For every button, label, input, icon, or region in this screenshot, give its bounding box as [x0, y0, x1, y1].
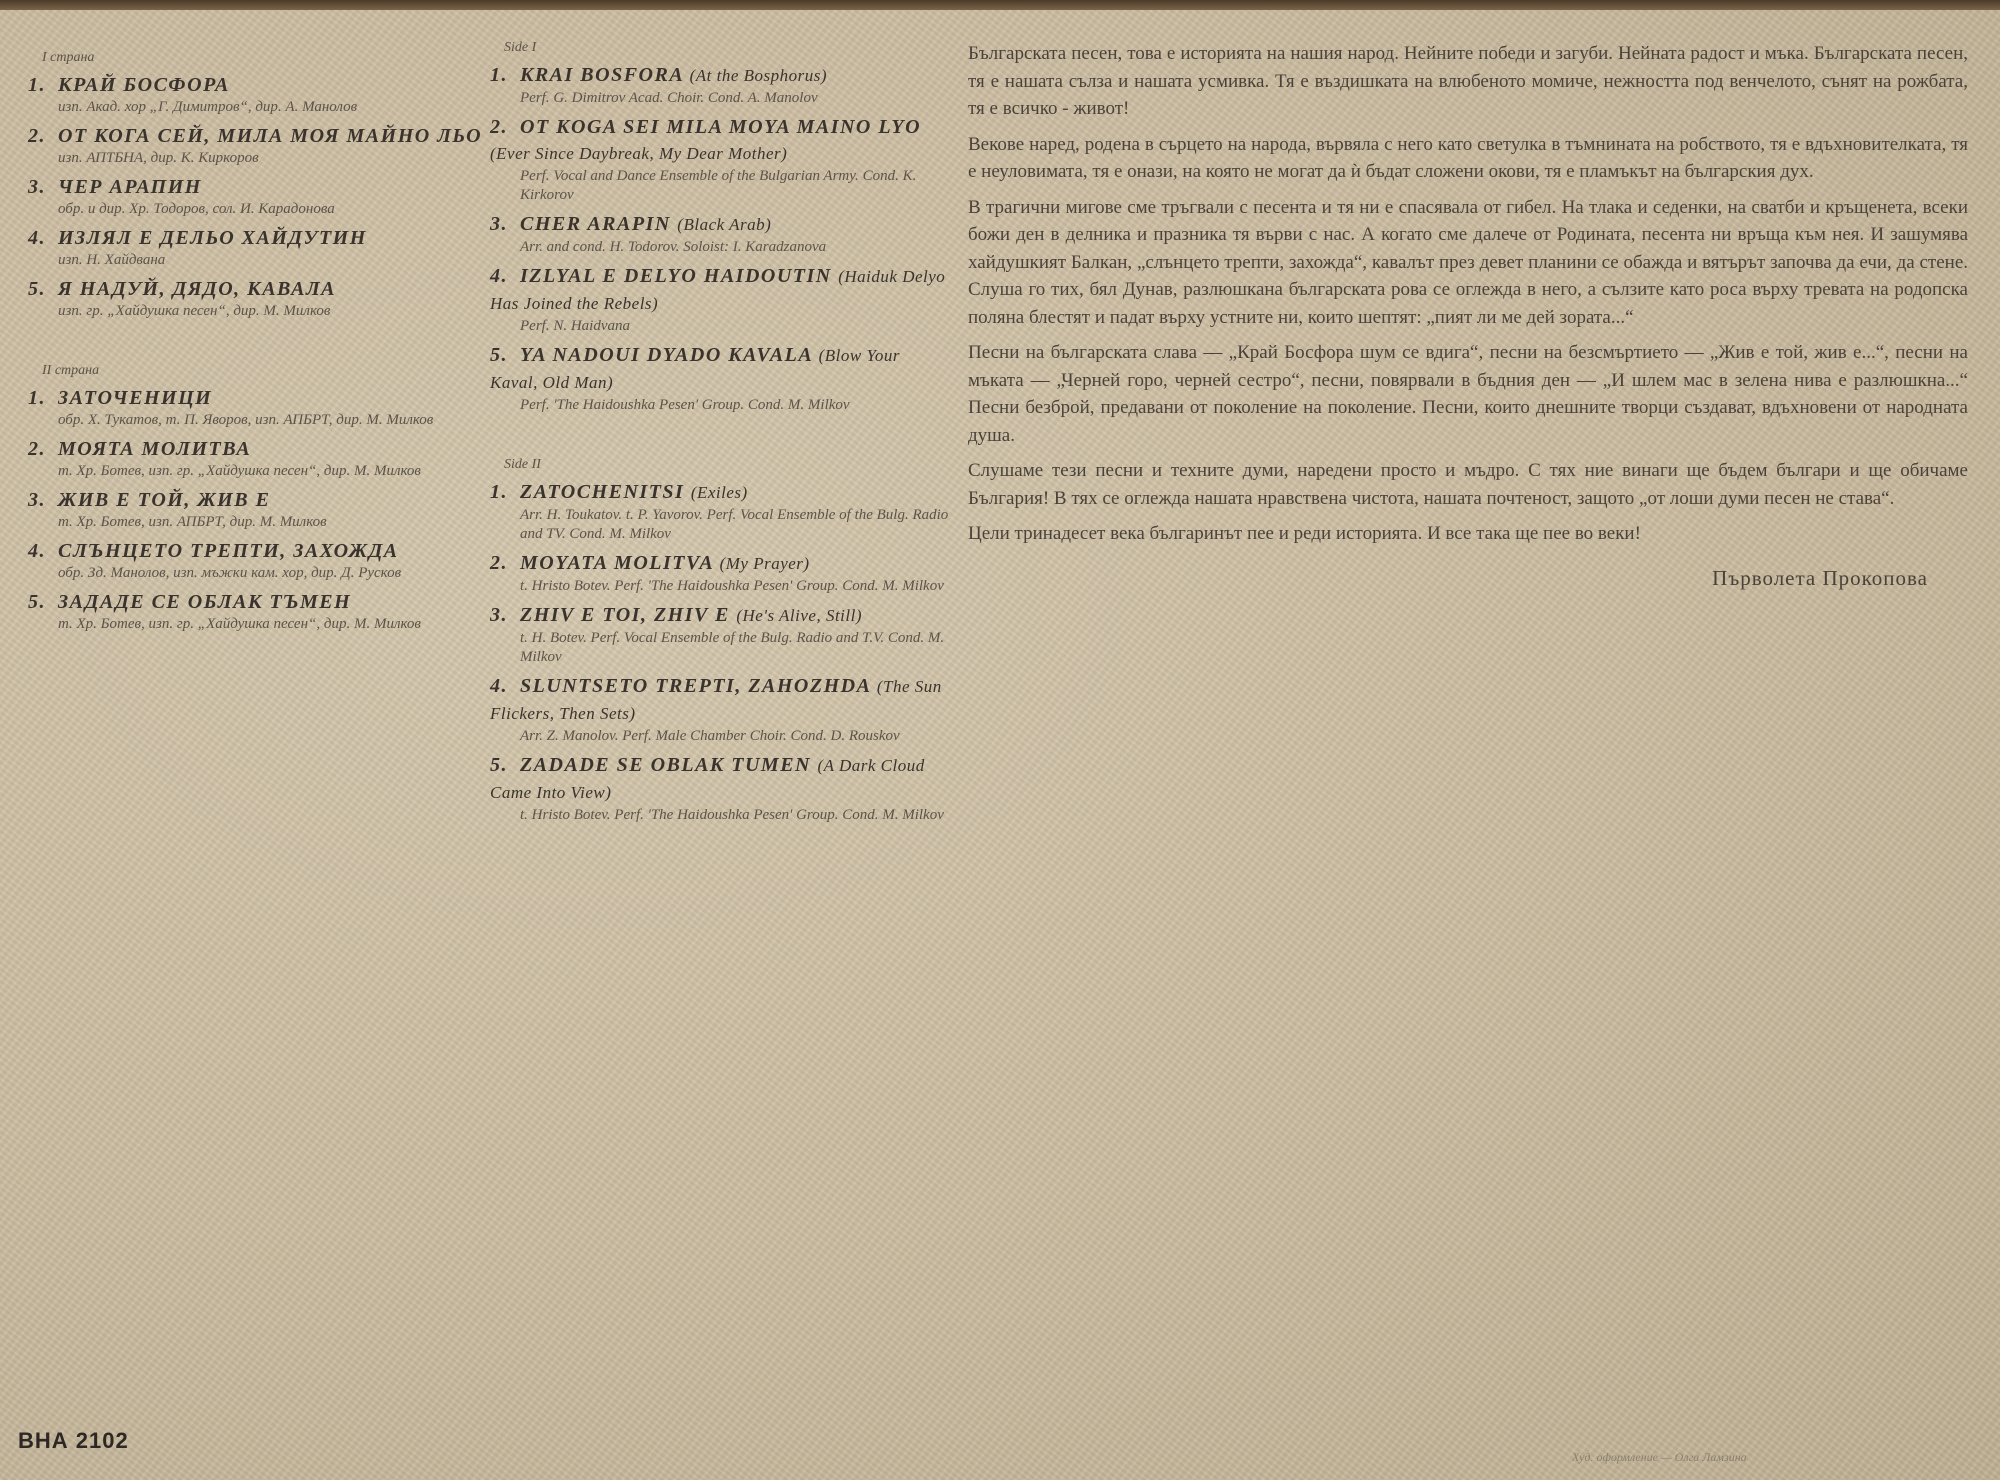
tracklist-bulgarian [28, 40, 488, 640]
track-credit: т. Хр. Ботев, изп. АПБРТ, дир. М. Милков [58, 514, 327, 530]
track-number: 1. [28, 74, 46, 96]
track-title: МОЯТА МОЛИТВА [58, 438, 252, 460]
track-title: Я НАДУЙ, ДЯДО, КАВАЛА [58, 278, 337, 300]
track-item [28, 385, 488, 430]
track-translation: (My Prayer) [719, 554, 810, 573]
track-number: 4. [28, 540, 46, 562]
track-title: КРАЙ БОСФОРА [58, 74, 230, 96]
track-item [490, 602, 950, 667]
track-credit: изп. Н. Хайдвана [58, 252, 166, 268]
track-title: KRAI BOSFORA [520, 64, 684, 86]
track-title: ИЗЛЯЛ Е ДЕЛЬО ХАЙДУТИН [58, 227, 367, 249]
track-credit: Perf. 'The Haidoushka Pesen' Group. Cond. M. Milkov [520, 397, 850, 413]
top-edge-band [0, 0, 2000, 10]
track-title: ОТ КОГА СЕЙ, МИЛА МОЯ МАЙНО ЛЬО [58, 125, 483, 147]
track-title: СЛЪНЦЕТО ТРЕПТИ, ЗАХОЖДА [58, 540, 399, 562]
track-number: 2. [490, 116, 508, 138]
track-number: 5. [28, 278, 46, 300]
track-number: 3. [490, 213, 508, 235]
track-title: YA NADOUI DYADO KAVALA [520, 344, 813, 366]
track-item [28, 174, 488, 219]
track-translation: (Haiduk Delyo Has Joined the Rebels) [490, 267, 946, 313]
track-item [28, 589, 488, 634]
track-number: 2. [490, 552, 508, 574]
essay-author: Първолета Прокопова [1712, 565, 1928, 590]
track-item [28, 436, 488, 481]
track-title: IZLYAL E DELYO HAIDOUTIN [520, 265, 832, 287]
track-title: ЖИВ Е ТОЙ, ЖИВ Е [58, 489, 271, 511]
track-item [490, 550, 950, 596]
essay-paragraph: Българската песен, това е историята на нашия народ. Нейните победи и загуби. Нейната радост и мъка. Българската песен, тя е нашата сълза и нашата усмивка. Тя е въздишката на влюбеното момиче, нежността под венчелото, сънят на рожбата, тя е всичко - живот! [968, 43, 1968, 119]
track-credit: Arr. H. Toukatov. t. P. Yavorov. Perf. Vocal Ensemble of the Bulg. Radio and TV. Cond. M. Milkov [520, 507, 949, 542]
track-item [28, 72, 488, 117]
track-number: 1. [28, 387, 46, 409]
track-title: OT KOGA SEI MILA MOYA MAINO LYO [520, 116, 922, 138]
essay-paragraph: Цели тринадесет века българинът пее и реди историята. И все така ще пее во веки! [968, 523, 1641, 544]
track-title: ZADADE SE OBLAK TUMEN [520, 754, 811, 776]
track-item [490, 673, 950, 746]
track-item [490, 62, 950, 108]
track-number: 4. [490, 265, 508, 287]
track-credit: Perf. N. Haidvana [520, 318, 630, 334]
track-credit: обр. Зд. Манолов, изп. мъжки кам. хор, дир. Д. Русков [58, 565, 402, 581]
track-translation: (A Dark Cloud Came Into View) [490, 756, 925, 802]
track-translation: (At the Bosphorus) [689, 66, 828, 85]
track-title: ZHIV E TOI, ZHIV E [520, 604, 730, 626]
track-translation: (He's Alive, Still) [736, 606, 862, 625]
side-label: Side I [504, 40, 537, 55]
liner-notes-essay [968, 40, 1968, 591]
track-number: 1. [490, 481, 508, 503]
track-title: SLUNTSETO TREPTI, ZAHOZHDA [520, 675, 871, 697]
track-number: 5. [28, 591, 46, 613]
track-number: 3. [490, 604, 508, 626]
design-credit: Худ. оформление — Олга Ламзина [1572, 1450, 1747, 1464]
track-credit: изп. АПТБНА, дир. К. Киркоров [58, 150, 259, 166]
track-number: 5. [490, 344, 508, 366]
track-number: 2. [28, 438, 46, 460]
track-title: MOYATA MOLITVA [520, 552, 714, 574]
track-item [490, 752, 950, 825]
track-number: 1. [490, 64, 508, 86]
track-translation: (Ever Since Daybreak, My Dear Mother) [490, 144, 788, 163]
essay-paragraph: Слушаме тези песни и техните думи, наредени просто и мъдро. С тях ние винаги ще бъдем българи и ще обичаме България! В тях се оглежда нашата нравствена чистота, нашата почтеност, защото „от лоши думи песен не става“. [968, 460, 1968, 509]
track-title: ЗАДАДЕ СЕ ОБЛАК ТЪМЕН [58, 591, 352, 613]
track-item [28, 276, 488, 321]
essay-paragraph: В трагични мигове сме тръгвали с песента и тя ни е спасявала от гибел. На тлака и седенки, на сватби и кръщенета, всеки божи ден в делника и празника тя върви с нас. А когато сме далече от Родината, песента ни връща към нея. И зашумява хайдушкият Балкан, „слънцето трепти, захожда“, кавалът през девет планини се обажда и вятърът започва да ечи, да стене. Слуша го тих, бял Дунав, разлюшкана българската рова се оглежда в него, а сълзите като роса върху тревата на родопска поляна блестят и падат върху устните ни, които шептят: „пият ли ме дей зората...“ [968, 196, 1968, 328]
track-credit: обр. и дир. Хр. Тодоров, сол. И. Карадонова [58, 201, 335, 217]
track-item [28, 538, 488, 583]
track-credit: Arr. and cond. H. Todorov. Soloist: I. Karadzanova [520, 239, 827, 255]
side-label: Side II [504, 457, 541, 472]
track-item [490, 211, 950, 257]
catalog-number: ВНА 2102 [18, 1428, 129, 1453]
track-translation: (Exiles) [690, 483, 748, 502]
track-item [490, 263, 950, 336]
track-credit: t. H. Botev. Perf. Vocal Ensemble of the Bulg. Radio and T.V. Cond. M. Milkov [520, 630, 945, 665]
track-number: 3. [28, 489, 46, 511]
track-credit: т. Хр. Ботев, изп. гр. „Хайдушка песен“, дир. М. Милков [58, 616, 421, 632]
essay-paragraph: Песни на българската слава — „Край Босфора шум се вдига“, песни на безсмъртието — „Жив е той, жив е...“, песни на мъката — „Черней горо, черней сестро“, песни, повярвали в бъдния ден — „И шлем мас в зелена нива е разлюшкна...“ Песни безброй, предавани от поколение на поколение. Песни, които днешните творци създават, вдъхновени от народната душа. [968, 342, 1968, 446]
track-translation: (The Sun Flickers, Then Sets) [490, 677, 942, 723]
track-number: 4. [490, 675, 508, 697]
track-credit: изп. Акад. хор „Г. Димитров“, дир. А. Манолов [58, 99, 358, 115]
track-credit: т. Хр. Ботев, изп. гр. „Хайдушка песен“, дир. М. Милков [58, 463, 421, 479]
track-title: CHER ARAPIN [520, 213, 671, 235]
track-item [28, 225, 488, 270]
track-credit: t. Hristo Botev. Perf. 'The Haidoushka Pesen' Group. Cond. M. Milkov [520, 578, 944, 594]
side-label: II страна [42, 363, 100, 378]
track-credit: Perf. Vocal and Dance Ensemble of the Bulgarian Army. Cond. K. Kirkorov [520, 168, 917, 203]
track-title: ZATOCHENITSI [520, 481, 685, 503]
side-label: I страна [42, 50, 95, 65]
track-number: 5. [490, 754, 508, 776]
track-title: ЗАТОЧЕНИЦИ [58, 387, 213, 409]
tracklist-english [490, 40, 950, 831]
track-item [490, 342, 950, 415]
track-credit: Perf. G. Dimitrov Acad. Choir. Cond. A. Manolov [520, 90, 818, 106]
track-item [28, 487, 488, 532]
track-translation: (Black Arab) [677, 215, 772, 234]
track-credit: Arr. Z. Manolov. Perf. Male Chamber Choir. Cond. D. Rouskov [520, 728, 900, 744]
track-item [490, 114, 950, 205]
track-credit: t. Hristo Botev. Perf. 'The Haidoushka Pesen' Group. Cond. M. Milkov [520, 807, 944, 823]
track-credit: изп. гр. „Хайдушка песен“, дир. М. Милков [58, 303, 331, 319]
track-item [28, 123, 488, 168]
track-credit: обр. Х. Тукатов, т. П. Яворов, изп. АПБРТ, дир. М. Милков [58, 412, 434, 428]
track-title: ЧЕР АРАПИН [58, 176, 202, 198]
track-translation: (Blow Your Kaval, Old Man) [490, 346, 900, 392]
track-number: 4. [28, 227, 46, 249]
essay-paragraph: Векове наред, родена в сърцето на народа, вървяла с него като светулка в тъмнината на робството, тя е вдъхновителката, тя е неуловимата, тя е онази, на която не могат да ѝ бъдат сложени окови, тя е пламъкът на българския дух. [968, 133, 1968, 182]
track-number: 3. [28, 176, 46, 198]
track-item [490, 479, 950, 544]
track-number: 2. [28, 125, 46, 147]
